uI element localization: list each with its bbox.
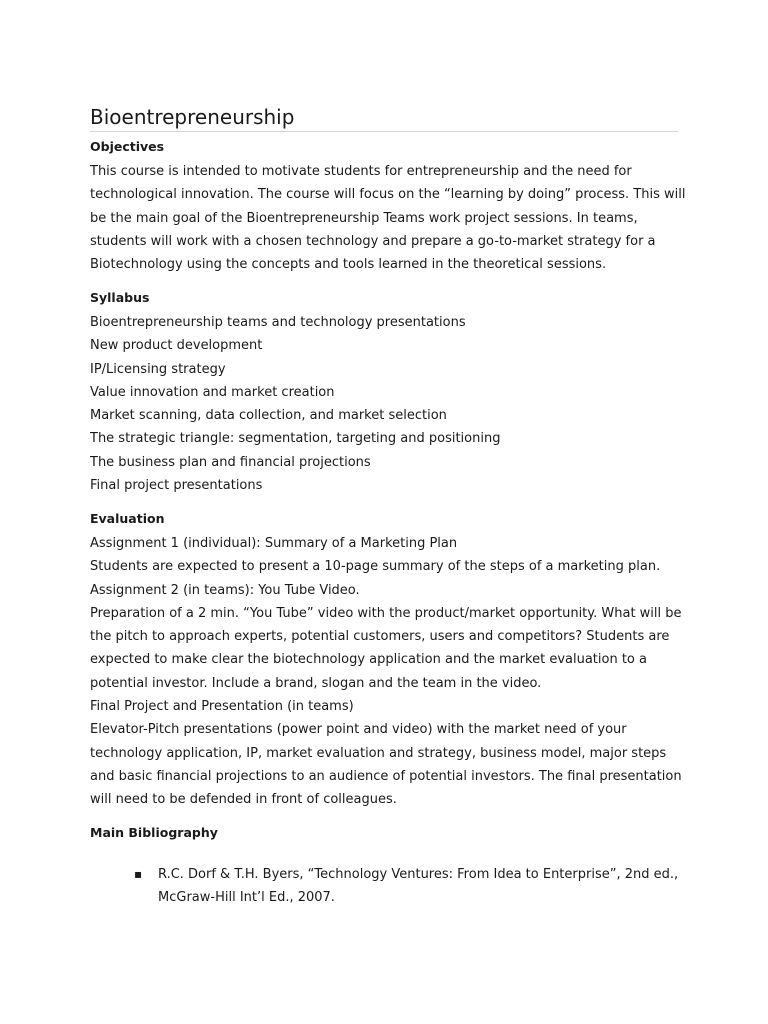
paragraph-line: Biotechnology using the concepts and tools learned in the theoretical sessions. [90, 257, 607, 273]
syllabus-item: Value innovation and market creation [90, 384, 335, 400]
bibliography-item [128, 863, 688, 910]
objectives-heading: Objectives [90, 139, 165, 154]
bibliography-heading: Main Bibliography [90, 825, 218, 840]
paragraph-line: Elevator-Pitch presentations (power point and video) with the market need of your [90, 722, 627, 738]
syllabus-item: Bioentrepreneurship teams and technology presentations [90, 315, 466, 330]
evaluation-heading: Evaluation [90, 511, 165, 526]
paragraph-line: students will work with a chosen technology and prepare a go-to-market strategy for a [90, 233, 656, 249]
paragraph-line: technological innovation. The course will focus on the “learning by doing” process. This will [90, 187, 686, 203]
syllabus-item: Market scanning, data collection, and market selection [90, 408, 447, 424]
paragraph-line: Assignment 1 (individual): Summary of a Marketing Plan [90, 536, 458, 551]
paragraph-line: potential investor. Include a brand, slogan and the team in the video. [90, 675, 542, 691]
syllabus-item: New product development [90, 338, 263, 354]
paragraph-line: technology application, IP, market evaluation and strategy, business model, major steps [90, 745, 667, 761]
evaluation-section [90, 509, 690, 812]
paragraph-line: Preparation of a 2 min. “You Tube” video with the product/market opportunity. What will be [90, 605, 682, 621]
syllabus-item: IP/Licensing strategy [90, 361, 226, 377]
paragraph-line: the pitch to approach experts, potential customers, users and competitors? Students are [90, 629, 670, 645]
paragraph-line: Final Project and Presentation (in teams) [90, 699, 354, 715]
paragraph-line: This course is intended to motivate students for entrepreneurship and the need for [90, 164, 632, 179]
syllabus-item: The strategic triangle: segmentation, targeting and positioning [90, 431, 501, 447]
bibliography-line: McGraw-Hill Int’l Ed., 2007. [158, 890, 335, 906]
syllabus-item: Final project presentations [90, 478, 263, 494]
syllabus-section [90, 288, 690, 497]
paragraph-line: expected to make clear the biotechnology application and the market evaluation to a [90, 652, 647, 668]
paragraph-line: will need to be defended in front of colleagues. [90, 792, 397, 808]
document-title: Bioentrepreneurship [90, 104, 678, 132]
syllabus-item: The business plan and financial projections [90, 454, 371, 470]
evaluation-paragraph [90, 532, 690, 812]
syllabus-heading: Syllabus [90, 290, 150, 305]
paragraph-line: and basic financial projections to an audience of potential investors. The final presentation [90, 768, 682, 784]
bibliography-list [128, 863, 688, 910]
bullet-icon: ▪ [134, 867, 143, 881]
bibliography-section [90, 823, 690, 846]
objectives-paragraph [90, 160, 690, 276]
paragraph-line: Assignment 2 (in teams): You Tube Video. [90, 582, 360, 598]
syllabus-list [90, 311, 690, 497]
paragraph-line: Students are expected to present a 10-page summary of the steps of a marketing plan. [90, 559, 661, 575]
bibliography-line: R.C. Dorf & T.H. Byers, “Technology Ventures: From Idea to Enterprise”, 2nd ed., [158, 867, 679, 882]
objectives-section [90, 137, 690, 276]
paragraph-line: be the main goal of the Bioentrepreneurship Teams work project sessions. In teams, [90, 210, 638, 226]
